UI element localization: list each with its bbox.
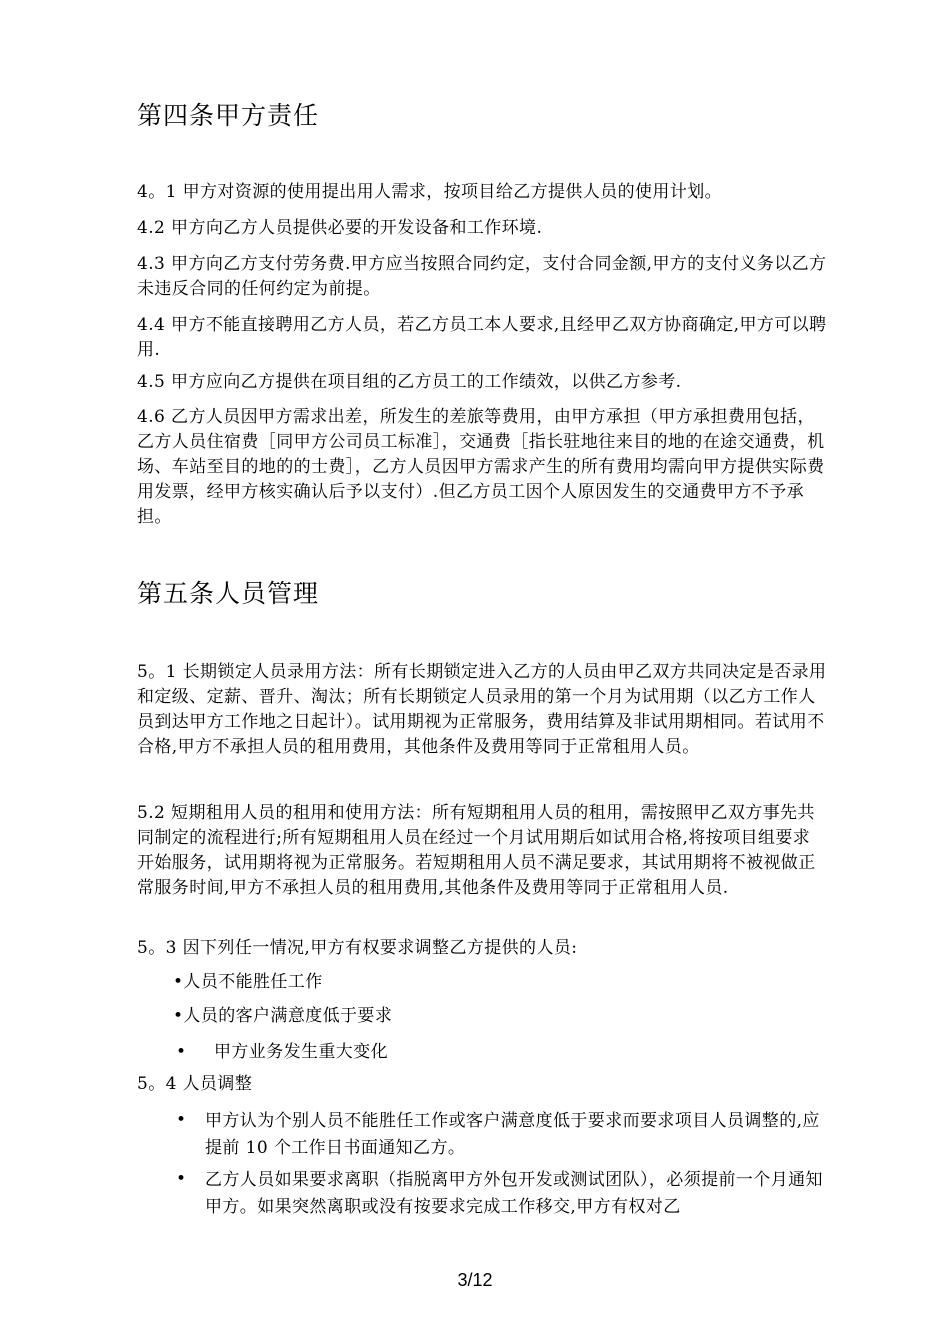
bullet-icon: • [176, 1169, 187, 1189]
list-item: •人员的客户满意度低于要求 [173, 1006, 393, 1026]
section-4-title: 第四条甲方责任 [137, 101, 320, 130]
clause-5-4: 5。4 人员调整 [137, 1074, 253, 1094]
bullet-icon: • [176, 1042, 187, 1062]
clause-4-4: 4.4 甲方不能直接聘用乙方人员，若乙方员工本人要求,且经甲乙双方协商确定,甲方可以聘用. [137, 315, 827, 360]
clause-4-1: 4。1 甲方对资源的使用提出用人需求，按项目给乙方提供人员的使用计划。 [137, 182, 723, 202]
clause-4-5: 4.5 甲方应向乙方提供在项目组的乙方员工的工作绩效，以供乙方参考. [137, 372, 682, 392]
page-number: 3/12 [457, 1270, 493, 1290]
list-item: 甲方认为个别人员不能胜任工作或客户满意度低于要求而要求项目人员调整的,应提前 10 个工作日书面通知乙方。 [205, 1111, 820, 1158]
section-5-title: 第五条人员管理 [137, 579, 320, 608]
clause-5-3: 5。3 因下列任一情况,甲方有权要求调整乙方提供的人员: [137, 938, 578, 958]
clause-4-3: 4.3 甲方向乙方支付劳务费.甲方应当按照合同约定，支付合同金额,甲方的支付义务以乙方未违反合同的任何约定为前提。 [137, 254, 827, 299]
clause-5-1: 5。1 长期锁定人员录用方法：所有长期锁定进入乙方的人员由甲乙双方共同决定是否录用和定级、定薪、晋升、淘汰；所有长期锁定人员录用的第一个月为试用期（以乙方工作人员到达甲方工作地之日起计）。试用期视为正常服务，费用结算及非试用期相同。若试用不合格,甲方不承担人员的租用费用，其他条件及费用等同于正常租用人员。 [137, 662, 827, 757]
clause-4-2: 4.2 甲方向乙方人员提供必要的开发设备和工作环境. [137, 218, 543, 238]
list-item: 乙方人员如果要求离职（指脱离甲方外包开发或测试团队），必须提前一个月通知甲方。如果突然离职或没有按要求完成工作移交,甲方有权对乙 [205, 1170, 823, 1217]
list-item: 甲方业务发生重大变化 [214, 1042, 388, 1062]
clause-4-6: 4.6 乙方人员因甲方需求出差，所发生的差旅等费用，由甲方承担（甲方承担费用包括，乙方人员住宿费［同甲方公司员工标准］，交通费［指长驻地往来目的地的在途交通费，机场、车站至目的地的的士费］，乙方人员因甲方需求产生的所有费用均需向甲方提供实际费用发票，经甲方核实确认后予以支付）.但乙方员工因个人原因发生的交通费甲方不予承担。 [137, 407, 825, 527]
list-item: •人员不能胜任工作 [173, 972, 323, 992]
bullet-icon: • [176, 1110, 187, 1130]
clause-5-2: 5.2 短期租用人员的租用和使用方法：所有短期租用人员的租用，需按照甲乙双方事先共同制定的流程进行;所有短期租用人员在经过一个月试用期后如试用合格,将按项目组要求开始服务，试用期将视为正常服务。若短期租用人员不满足要求，其试用期将不被视做正常服务时间,甲方不承担人员的租用费用,其他条件及费用等同于正常租用人员. [137, 803, 816, 898]
